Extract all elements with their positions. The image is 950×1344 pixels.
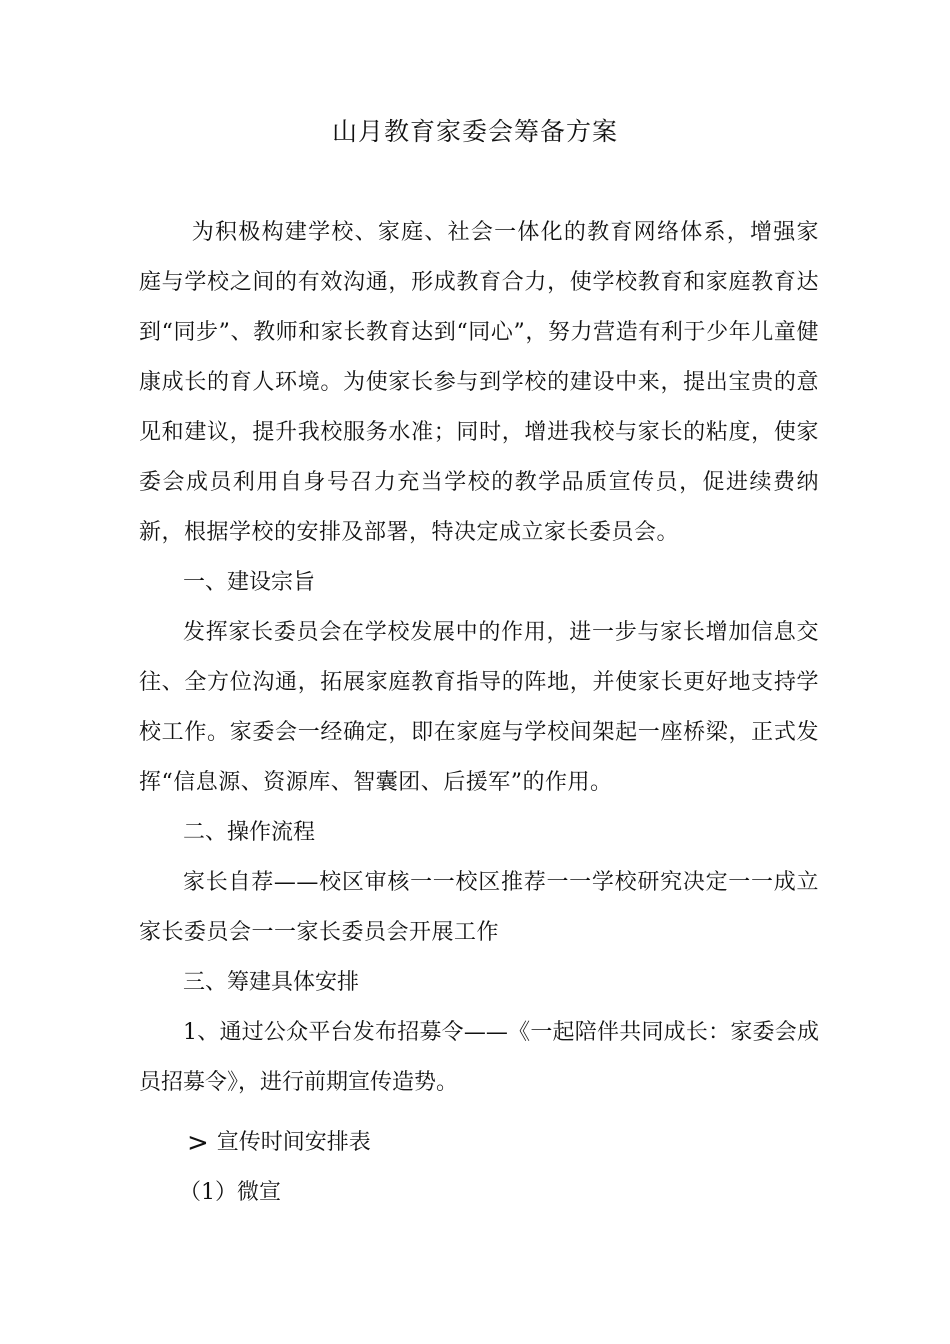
numbered-item-1: 1、通过公众平台发布招募令——《一起陪伴共同成长：家委会成员招募令》，进行前期宣传造势。 (139, 1020, 819, 1095)
intro-paragraph: 为积极构建学校、家庭、社会一体化的教育网络体系，增强家庭与学校之间的有效沟通，形成教育合力，使学校教育和家庭教育达到“同步”、教师和家长教育达到“同心”，努力营造有利于少年儿童健康成长的育人环境。为使家长参与到学校的建设中来，提出宝贵的意见和建议，提升我校服务水准；同时，增进我校与家长的粘度，使家委会成员利用自身号召力充当学校的教学品质宣传员，促进续费纳新，根据学校的安排及部署，特决定成立家长委员会。 (139, 220, 819, 545)
section-heading-arrangement: 三、筹建具体安排 (183, 970, 360, 995)
document-title: 山月教育家委会筹备方案 (331, 117, 618, 146)
section-heading-process: 二、操作流程 (183, 820, 316, 845)
section-body-process: 家长自荐——校区审核一一校区推荐一一学校研究决定一一成立家长委员会一一家长委员会开展工作 (139, 870, 819, 945)
section-heading-purpose: 一、建设宗旨 (183, 570, 316, 595)
section-body-purpose: 发挥家长委员会在学校发展中的作用，进一步与家长增加信息交往、全方位沟通，拓展家庭教育指导的阵地，并使家长更好地支持学校工作。家委会一经确定，即在家庭与学校间架起一座桥梁，正式发挥“信息源、资源库、智囊团、后援军”的作用。 (139, 620, 819, 795)
schedule-bullet (139, 1118, 819, 1168)
document-body (139, 208, 819, 1218)
schedule-label: 宣传时间安排表 (216, 1130, 371, 1155)
sub-item-1: （1）微宣 (179, 1180, 281, 1205)
chevron-right-icon: > (187, 1128, 209, 1158)
